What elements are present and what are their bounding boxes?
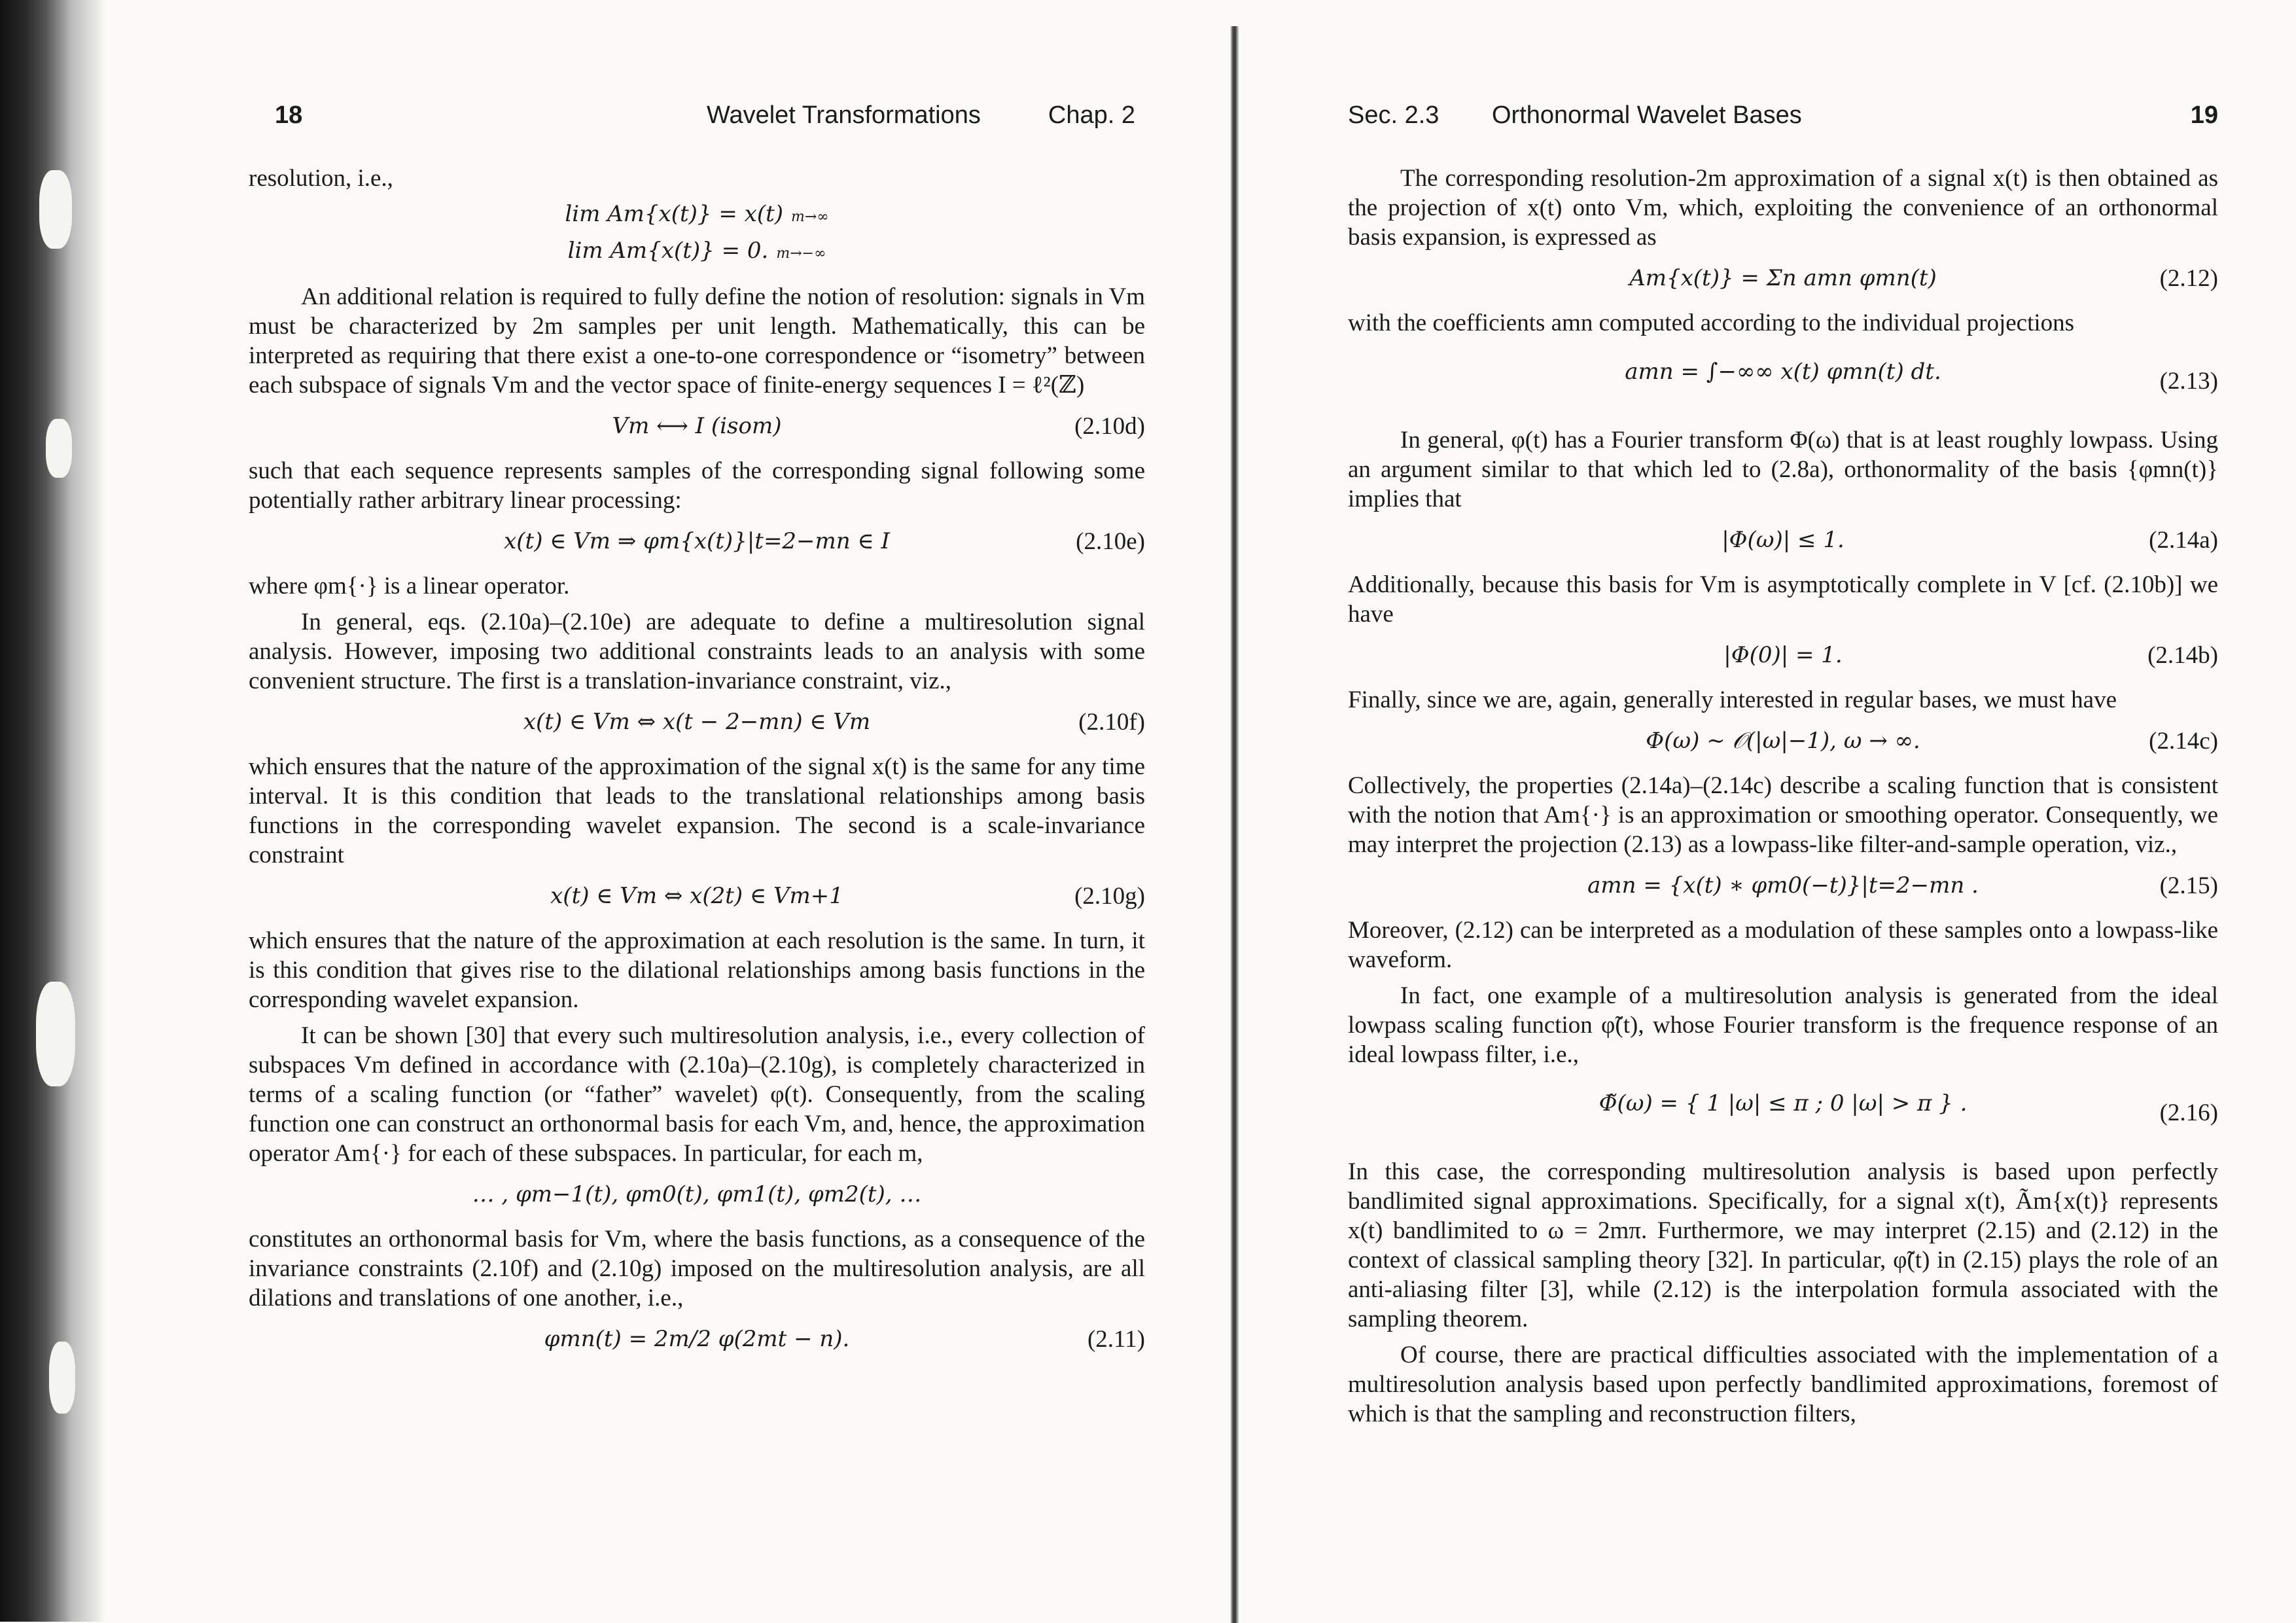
equation (1348, 1076, 2218, 1148)
equation-number: (2.16) (2159, 1099, 2218, 1126)
paragraph: resolution, i.e., (249, 165, 393, 192)
left-page-body (249, 164, 1145, 1369)
paragraph: In general, φ(t) has a Fourier transform Φ(ω) that is at least roughly lowpass. Using an argument similar to that which led to (2.8a), orthonormality of the basis {φmn(t)} implies that (1348, 427, 2218, 512)
equation-math: |Φ(ω)| ≤ 1. (1722, 527, 1845, 553)
paragraph: where φm{·} is a linear operator. (249, 573, 570, 599)
limit-subscript: m→∞ (791, 209, 829, 225)
paragraph: Of course, there are practical difficulties associated with the implementation of a multiresolution analysis based upon perfectly bandlimited approximations, foremost of which is that the sampling and reconstruction filters, (1348, 1342, 2218, 1427)
scan-binding-shadow (0, 0, 105, 1622)
right-section-label: Sec. 2.3 (1348, 101, 1439, 129)
paragraph: In general, eqs. (2.10a)–(2.10e) are adequate to define a multiresolution signal analysis. However, imposing two additional constraints leads to an analysis with some convenient structure. The first is a translation-invariance constraint, viz., (249, 609, 1145, 694)
equation (249, 876, 1145, 917)
equation-math: amn = ∫−∞∞ x(t) φmn(t) dt. (1625, 359, 1941, 385)
equation (1348, 520, 2218, 561)
equation-number: (2.14b) (2147, 642, 2218, 669)
equation-number: (2.14c) (2149, 728, 2218, 755)
equation-math: amn = {x(t) ∗ φm0(−t)}|t=2−mn . (1587, 872, 1979, 899)
paragraph: with the coefficients amn computed according to the individual projections (1348, 310, 2075, 336)
equation-number: (2.14a) (2149, 527, 2218, 554)
paragraph: In this case, the corresponding multiresolution analysis is based upon perfectly bandlimited signal approximations. Specifically, for a signal x(t), Ãm{x(t)} represents x(t) bandlimited to ω = 2mπ. Furthermore, we may interpret (2.15) and (2.12) in the context of classical sampling theory [32]. In particular, φ̃(t) in (2.15) plays the role of an anti-aliasing filter [3], while (2.12) is the interpolation formula associated with the sampling theorem. (1348, 1158, 2218, 1332)
equation-math: x(t) ∈ Vm ⇒ φm{x(t)}|t=2−mn ∈ I (504, 528, 890, 554)
limit-expression: lim Am{x(t)} = 0. (567, 238, 769, 264)
equation-math: |Φ(0)| = 1. (1723, 642, 1843, 668)
paragraph: which ensures that the nature of the approximation of the signal x(t) is the same for any time interval. It is this condition that leads to the translational relationships among basis functions in the corresponding wavelet expansion. The second is a scale-invariance constraint (249, 753, 1145, 868)
equation (249, 522, 1145, 562)
left-running-title: Wavelet Transformations (707, 101, 981, 129)
equation-math: x(t) ∈ Vm ⇔ x(2t) ∈ Vm+1 (550, 883, 843, 909)
paragraph: Finally, since we are, again, generally interested in regular bases, we must have (1348, 687, 2117, 713)
equation-math: Vm ⟷ I (isom) (612, 413, 782, 439)
paragraph: An additional relation is required to fully define the notion of resolution: signals in Vm must be characterized by 2m samples per unit length. Mathematically, this can be interpreted as requiring that there exist a one-to-one correspondence or “isometry” between each subspace of signals Vm and the vector space of finite-energy sequences I = ℓ²(ℤ) (249, 283, 1145, 399)
equation-math: Φ̃(ω) = { 1 |ω| ≤ π ; 0 |ω| > π } . (1598, 1090, 1968, 1116)
paragraph: Collectively, the properties (2.14a)–(2.14c) describe a scaling function that is consistent with the notion that Am{·} is an approximation or smoothing operator. Consequently, we may interpret the projection (2.13) as a lowpass-like filter-and-sample operation, viz., (1348, 772, 2218, 858)
equation (1348, 635, 2218, 676)
page-gutter (1230, 26, 1239, 1623)
paragraph: It can be shown [30] that every such multiresolution analysis, i.e., every collection of subspaces Vm defined in accordance with (2.10a)–(2.10g), is completely characterized in terms of a scaling function (or “father” wavelet) φ(t). Consequently, from the scaling function one can construct an orthonormal basis for each Vm, and, hence, the approximation operator Am{·} for each of these subspaces. In particular, for each m, (249, 1022, 1145, 1167)
equation (1348, 344, 2218, 416)
equation-math: … , φm−1(t), φm0(t), φm1(t), φm2(t), … (472, 1181, 922, 1207)
equation-math: x(t) ∈ Vm ⇔ x(t − 2−mn) ∈ Vm (523, 709, 871, 735)
limit-row (249, 236, 1145, 268)
limit-row (249, 200, 1145, 232)
right-page-body (1348, 164, 2218, 1435)
left-page-number: 18 (275, 101, 303, 129)
equation-number: (2.13) (2159, 368, 2218, 395)
equation-number: (2.15) (2159, 872, 2218, 899)
equation (249, 1319, 1145, 1360)
equation (1348, 721, 2218, 762)
left-page-header (249, 101, 1145, 141)
left-chapter-label: Chap. 2 (1048, 101, 1135, 129)
equation (249, 406, 1145, 447)
equation-number: (2.12) (2159, 265, 2218, 292)
paragraph: Additionally, because this basis for Vm is asymptotically complete in V [cf. (2.10b)] we have (1348, 571, 2218, 628)
equation-number: (2.10d) (1074, 413, 1145, 440)
right-page-header (1348, 101, 2218, 141)
paragraph: In fact, one example of a multiresolution analysis is generated from the ideal lowpass scaling function φ̃(t), whose Fourier transform is the frequence response of an ideal lowpass filter, i.e., (1348, 982, 2218, 1068)
paragraph: such that each sequence represents samples of the corresponding signal following some potentially rather arbitrary linear processing: (249, 457, 1145, 514)
equation (249, 1175, 1145, 1215)
paragraph: constitutes an orthonormal basis for Vm, where the basis functions, as a consequence of the invariance constraints (2.10f) and (2.10g) imposed on the multiresolution analysis, are all dilations and translations of one another, i.e., (249, 1226, 1145, 1311)
limit-expression: lim Am{x(t)} = x(t) (565, 201, 784, 227)
equation (1348, 259, 2218, 299)
equation-math: φmn(t) = 2m/2 φ(2mt − n). (544, 1326, 850, 1352)
equation-number: (2.10e) (1076, 528, 1145, 555)
equation-number: (2.10f) (1078, 709, 1145, 736)
right-page-number: 19 (2190, 101, 2218, 129)
equation-number: (2.10g) (1074, 883, 1145, 910)
equation (1348, 866, 2218, 906)
right-running-title: Orthonormal Wavelet Bases (1492, 101, 1802, 129)
limit-subscript: m→−∞ (776, 245, 826, 262)
paragraph: The corresponding resolution-2m approximation of a signal x(t) is then obtained as the projection of x(t) onto Vm, which, exploiting the convenience of an orthonormal basis expansion, is expressed as (1348, 165, 2218, 251)
equation-math: Φ(ω) ∼ 𝒪(|ω|−1), ω → ∞. (1646, 728, 1920, 754)
equation-limits (249, 200, 1145, 273)
paragraph: Moreover, (2.12) can be interpreted as a modulation of these samples onto a lowpass-like waveform. (1348, 917, 2218, 973)
equation (249, 702, 1145, 743)
paragraph: which ensures that the nature of the approximation at each resolution is the same. In turn, it is this condition that gives rise to the dilational relationships among basis functions in the corresponding wavelet expansion. (249, 927, 1145, 1013)
equation-number: (2.11) (1087, 1326, 1145, 1353)
equation-math: Am{x(t)} = Σn amn φmn(t) (1629, 265, 1937, 291)
